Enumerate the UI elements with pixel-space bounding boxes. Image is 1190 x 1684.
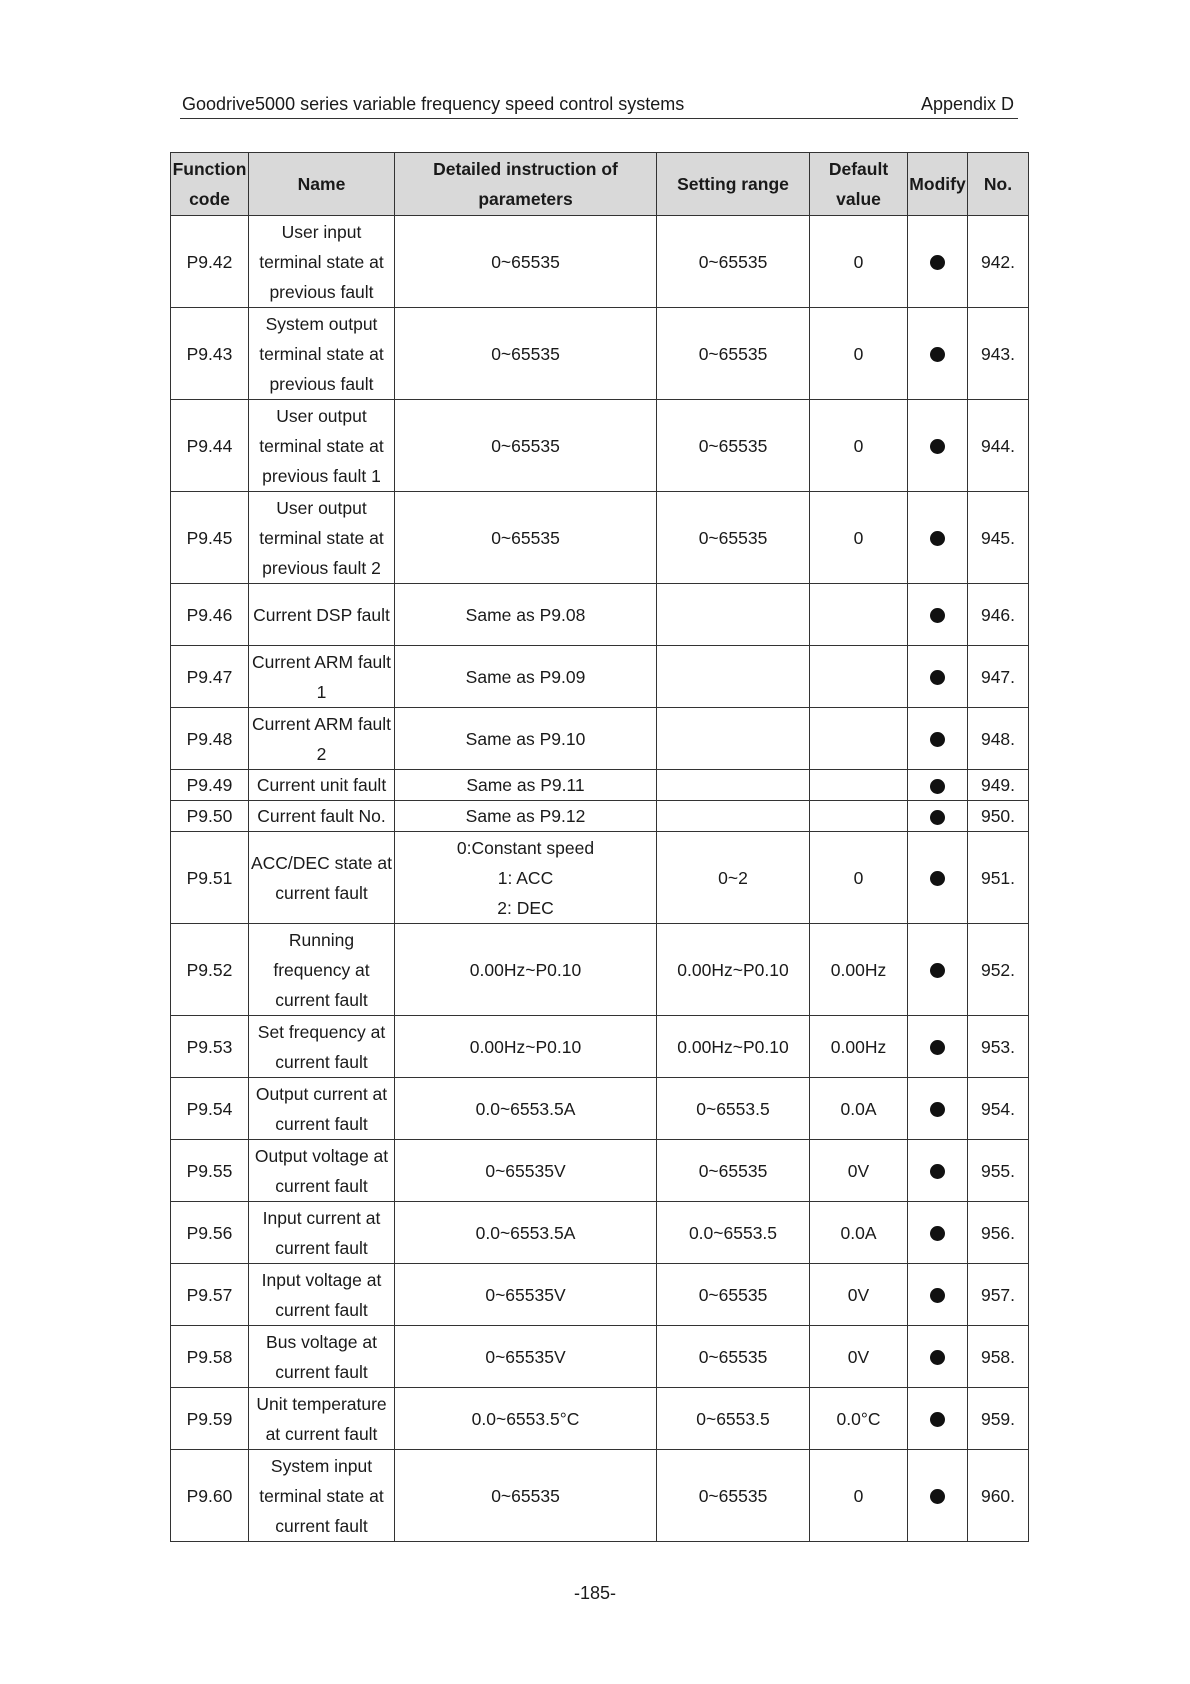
- cell-setting-range: 0~65535: [657, 308, 810, 400]
- cell-detail: [395, 492, 657, 584]
- cell-default-value: 0: [810, 216, 908, 308]
- modify-dot-icon: [930, 439, 945, 454]
- cell-function-code: P9.52: [171, 924, 249, 1016]
- cell-name: System input terminal state at current fault: [249, 1450, 395, 1542]
- cell-function-code: P9.53: [171, 1016, 249, 1078]
- cell-no: 954.: [968, 1078, 1029, 1140]
- column-header-function-code: Function code: [171, 153, 249, 216]
- cell-name: Set frequency at current fault: [249, 1016, 395, 1078]
- cell-detail: [395, 924, 657, 1016]
- cell-setting-range: 0~65535: [657, 216, 810, 308]
- cell-name: Bus voltage at current fault: [249, 1326, 395, 1388]
- detail-line: 0~65535: [491, 435, 560, 456]
- cell-default-value: 0V: [810, 1140, 908, 1202]
- cell-function-code: P9.43: [171, 308, 249, 400]
- cell-no: 950.: [968, 801, 1029, 832]
- cell-modify: [908, 646, 968, 708]
- cell-detail: [395, 1140, 657, 1202]
- cell-function-code: P9.45: [171, 492, 249, 584]
- cell-name: Output current at current fault: [249, 1078, 395, 1140]
- cell-function-code: P9.46: [171, 584, 249, 646]
- cell-name: Current fault No.: [249, 801, 395, 832]
- modify-dot-icon: [930, 732, 945, 747]
- detail-line: Same as P9.10: [465, 728, 586, 749]
- cell-function-code: P9.55: [171, 1140, 249, 1202]
- cell-no: 942.: [968, 216, 1029, 308]
- cell-setting-range: [657, 801, 810, 832]
- detail-line: 0~65535V: [485, 1160, 566, 1181]
- cell-no: 946.: [968, 584, 1029, 646]
- cell-detail: [395, 1326, 657, 1388]
- modify-dot-icon: [930, 810, 945, 825]
- cell-detail: [395, 1016, 657, 1078]
- modify-dot-icon: [930, 255, 945, 270]
- table-row: [171, 1016, 1029, 1078]
- modify-dot-icon: [930, 779, 945, 794]
- cell-name: User input terminal state at previous fault: [249, 216, 395, 308]
- cell-function-code: P9.58: [171, 1326, 249, 1388]
- cell-default-value: 0: [810, 832, 908, 924]
- cell-modify: [908, 1326, 968, 1388]
- cell-no: 960.: [968, 1450, 1029, 1542]
- cell-default-value: [810, 584, 908, 646]
- table-row: [171, 1202, 1029, 1264]
- cell-function-code: P9.42: [171, 216, 249, 308]
- cell-default-value: 0V: [810, 1264, 908, 1326]
- table-row: [171, 770, 1029, 801]
- detail-line: 0~65535V: [485, 1284, 566, 1305]
- detail-line: 0.0~6553.5A: [475, 1222, 576, 1243]
- cell-setting-range: [657, 708, 810, 770]
- cell-default-value: 0.0A: [810, 1202, 908, 1264]
- cell-no: 949.: [968, 770, 1029, 801]
- cell-name: Current ARM fault 1: [249, 646, 395, 708]
- cell-detail: [395, 1388, 657, 1450]
- cell-function-code: P9.57: [171, 1264, 249, 1326]
- modify-dot-icon: [930, 670, 945, 685]
- cell-name: System output terminal state at previous fault: [249, 308, 395, 400]
- cell-modify: [908, 801, 968, 832]
- modify-dot-icon: [930, 608, 945, 623]
- detail-line: 0~65535: [491, 1485, 560, 1506]
- section-label: Appendix D: [920, 94, 1014, 114]
- cell-no: 951.: [968, 832, 1029, 924]
- cell-default-value: [810, 770, 908, 801]
- table-row: [171, 492, 1029, 584]
- cell-name: Current ARM fault 2: [249, 708, 395, 770]
- table-row: [171, 646, 1029, 708]
- cell-detail: [395, 1264, 657, 1326]
- cell-function-code: P9.56: [171, 1202, 249, 1264]
- cell-setting-range: 0~65535: [657, 400, 810, 492]
- table-row: [171, 832, 1029, 924]
- column-header-setting-range: Setting range: [657, 153, 810, 216]
- table-row: [171, 1264, 1029, 1326]
- table-row: [171, 924, 1029, 1016]
- cell-modify: [908, 400, 968, 492]
- cell-modify: [908, 1450, 968, 1542]
- cell-setting-range: 0~6553.5: [657, 1388, 810, 1450]
- table-row: [171, 584, 1029, 646]
- cell-default-value: 0.00Hz: [810, 924, 908, 1016]
- cell-name: Output voltage at current fault: [249, 1140, 395, 1202]
- modify-dot-icon: [930, 1489, 945, 1504]
- cell-no: 955.: [968, 1140, 1029, 1202]
- modify-dot-icon: [930, 963, 945, 978]
- column-header-modify: Modify: [908, 153, 968, 216]
- table-row: [171, 708, 1029, 770]
- cell-name: Current DSP fault: [249, 584, 395, 646]
- cell-default-value: 0: [810, 492, 908, 584]
- cell-modify: [908, 924, 968, 1016]
- table-row: [171, 308, 1029, 400]
- cell-setting-range: 0.00Hz~P0.10: [657, 1016, 810, 1078]
- table-header-row: [171, 153, 1029, 216]
- cell-no: 947.: [968, 646, 1029, 708]
- cell-no: 953.: [968, 1016, 1029, 1078]
- cell-function-code: P9.54: [171, 1078, 249, 1140]
- modify-dot-icon: [930, 1040, 945, 1055]
- table-row: [171, 216, 1029, 308]
- cell-name: User output terminal state at previous fault 1: [249, 400, 395, 492]
- cell-function-code: P9.48: [171, 708, 249, 770]
- cell-setting-range: 0~65535: [657, 1140, 810, 1202]
- detail-line: 2: DEC: [497, 897, 554, 918]
- cell-default-value: 0: [810, 1450, 908, 1542]
- detail-line: 0~65535: [491, 527, 560, 548]
- column-header-default-value: Default value: [810, 153, 908, 216]
- cell-detail: [395, 1450, 657, 1542]
- cell-no: 943.: [968, 308, 1029, 400]
- detail-line: 0:Constant speed: [456, 837, 595, 858]
- cell-setting-range: 0~2: [657, 832, 810, 924]
- detail-line: 0.0~6553.5°C: [471, 1408, 580, 1429]
- cell-default-value: [810, 646, 908, 708]
- table-row: [171, 1078, 1029, 1140]
- table-row: [171, 1388, 1029, 1450]
- table-row: [171, 1140, 1029, 1202]
- cell-modify: [908, 770, 968, 801]
- modify-dot-icon: [930, 1288, 945, 1303]
- cell-setting-range: 0~6553.5: [657, 1078, 810, 1140]
- column-header-name: Name: [249, 153, 395, 216]
- cell-modify: [908, 1202, 968, 1264]
- cell-name: User output terminal state at previous fault 2: [249, 492, 395, 584]
- cell-modify: [908, 308, 968, 400]
- modify-dot-icon: [930, 871, 945, 886]
- cell-modify: [908, 832, 968, 924]
- cell-name: Running frequency at current fault: [249, 924, 395, 1016]
- cell-default-value: 0.0A: [810, 1078, 908, 1140]
- table-row: [171, 801, 1029, 832]
- document-title: Goodrive5000 series variable frequency speed control systems: [182, 94, 685, 114]
- cell-detail: [395, 400, 657, 492]
- cell-detail: [395, 832, 657, 924]
- cell-modify: [908, 1388, 968, 1450]
- modify-dot-icon: [930, 1102, 945, 1117]
- cell-setting-range: [657, 770, 810, 801]
- cell-no: 956.: [968, 1202, 1029, 1264]
- table-row: [171, 400, 1029, 492]
- detail-line: 0~65535V: [485, 1346, 566, 1367]
- page-header: [180, 92, 1018, 119]
- cell-modify: [908, 492, 968, 584]
- cell-default-value: 0V: [810, 1326, 908, 1388]
- modify-dot-icon: [930, 531, 945, 546]
- cell-name: Current unit fault: [249, 770, 395, 801]
- cell-detail: [395, 1078, 657, 1140]
- detail-line: 0.00Hz~P0.10: [469, 959, 582, 980]
- cell-detail: [395, 584, 657, 646]
- cell-no: 948.: [968, 708, 1029, 770]
- detail-line: 0~65535: [491, 343, 560, 364]
- cell-setting-range: 0.00Hz~P0.10: [657, 924, 810, 1016]
- cell-setting-range: [657, 584, 810, 646]
- table-row: [171, 1326, 1029, 1388]
- cell-default-value: 0: [810, 308, 908, 400]
- cell-name: ACC/DEC state at current fault: [249, 832, 395, 924]
- modify-dot-icon: [930, 347, 945, 362]
- detail-line: Same as P9.08: [465, 604, 586, 625]
- cell-name: Input voltage at current fault: [249, 1264, 395, 1326]
- cell-default-value: 0.0°C: [810, 1388, 908, 1450]
- cell-function-code: P9.50: [171, 801, 249, 832]
- detail-line: 0~65535: [491, 251, 560, 272]
- modify-dot-icon: [930, 1226, 945, 1241]
- cell-default-value: [810, 708, 908, 770]
- cell-setting-range: 0~65535: [657, 1264, 810, 1326]
- cell-detail: [395, 708, 657, 770]
- cell-default-value: 0: [810, 400, 908, 492]
- detail-line: 1: ACC: [497, 867, 554, 888]
- cell-modify: [908, 708, 968, 770]
- cell-setting-range: 0~65535: [657, 492, 810, 584]
- modify-dot-icon: [930, 1412, 945, 1427]
- cell-setting-range: [657, 646, 810, 708]
- table-row: [171, 1450, 1029, 1542]
- cell-detail: [395, 216, 657, 308]
- cell-setting-range: 0~65535: [657, 1326, 810, 1388]
- cell-detail: [395, 1202, 657, 1264]
- cell-function-code: P9.44: [171, 400, 249, 492]
- cell-no: 945.: [968, 492, 1029, 584]
- cell-no: 958.: [968, 1326, 1029, 1388]
- cell-detail: [395, 308, 657, 400]
- cell-function-code: P9.59: [171, 1388, 249, 1450]
- cell-detail: [395, 770, 657, 801]
- cell-no: 957.: [968, 1264, 1029, 1326]
- cell-modify: [908, 1078, 968, 1140]
- detail-line: Same as P9.12: [465, 806, 586, 826]
- cell-no: 952.: [968, 924, 1029, 1016]
- detail-line: 0.0~6553.5A: [475, 1098, 576, 1119]
- cell-detail: [395, 801, 657, 832]
- cell-name: Input current at current fault: [249, 1202, 395, 1264]
- cell-setting-range: 0.0~6553.5: [657, 1202, 810, 1264]
- cell-function-code: P9.49: [171, 770, 249, 801]
- cell-default-value: 0.00Hz: [810, 1016, 908, 1078]
- cell-modify: [908, 1016, 968, 1078]
- cell-name: Unit temperature at current fault: [249, 1388, 395, 1450]
- cell-modify: [908, 216, 968, 308]
- parameter-table: [170, 152, 1029, 1542]
- cell-modify: [908, 1140, 968, 1202]
- cell-setting-range: 0~65535: [657, 1450, 810, 1542]
- page-number: -185-: [573, 1583, 617, 1603]
- cell-no: 944.: [968, 400, 1029, 492]
- detail-line: 0.00Hz~P0.10: [469, 1036, 582, 1057]
- cell-function-code: P9.60: [171, 1450, 249, 1542]
- modify-dot-icon: [930, 1164, 945, 1179]
- cell-default-value: [810, 801, 908, 832]
- column-header-detailed-instruction: Detailed instruction of parameters: [395, 153, 657, 216]
- cell-modify: [908, 584, 968, 646]
- detail-line: Same as P9.11: [466, 775, 585, 795]
- cell-detail: [395, 646, 657, 708]
- column-header-no: No.: [968, 153, 1029, 216]
- cell-function-code: P9.47: [171, 646, 249, 708]
- detail-line: Same as P9.09: [465, 666, 586, 687]
- cell-modify: [908, 1264, 968, 1326]
- cell-no: 959.: [968, 1388, 1029, 1450]
- cell-function-code: P9.51: [171, 832, 249, 924]
- modify-dot-icon: [930, 1350, 945, 1365]
